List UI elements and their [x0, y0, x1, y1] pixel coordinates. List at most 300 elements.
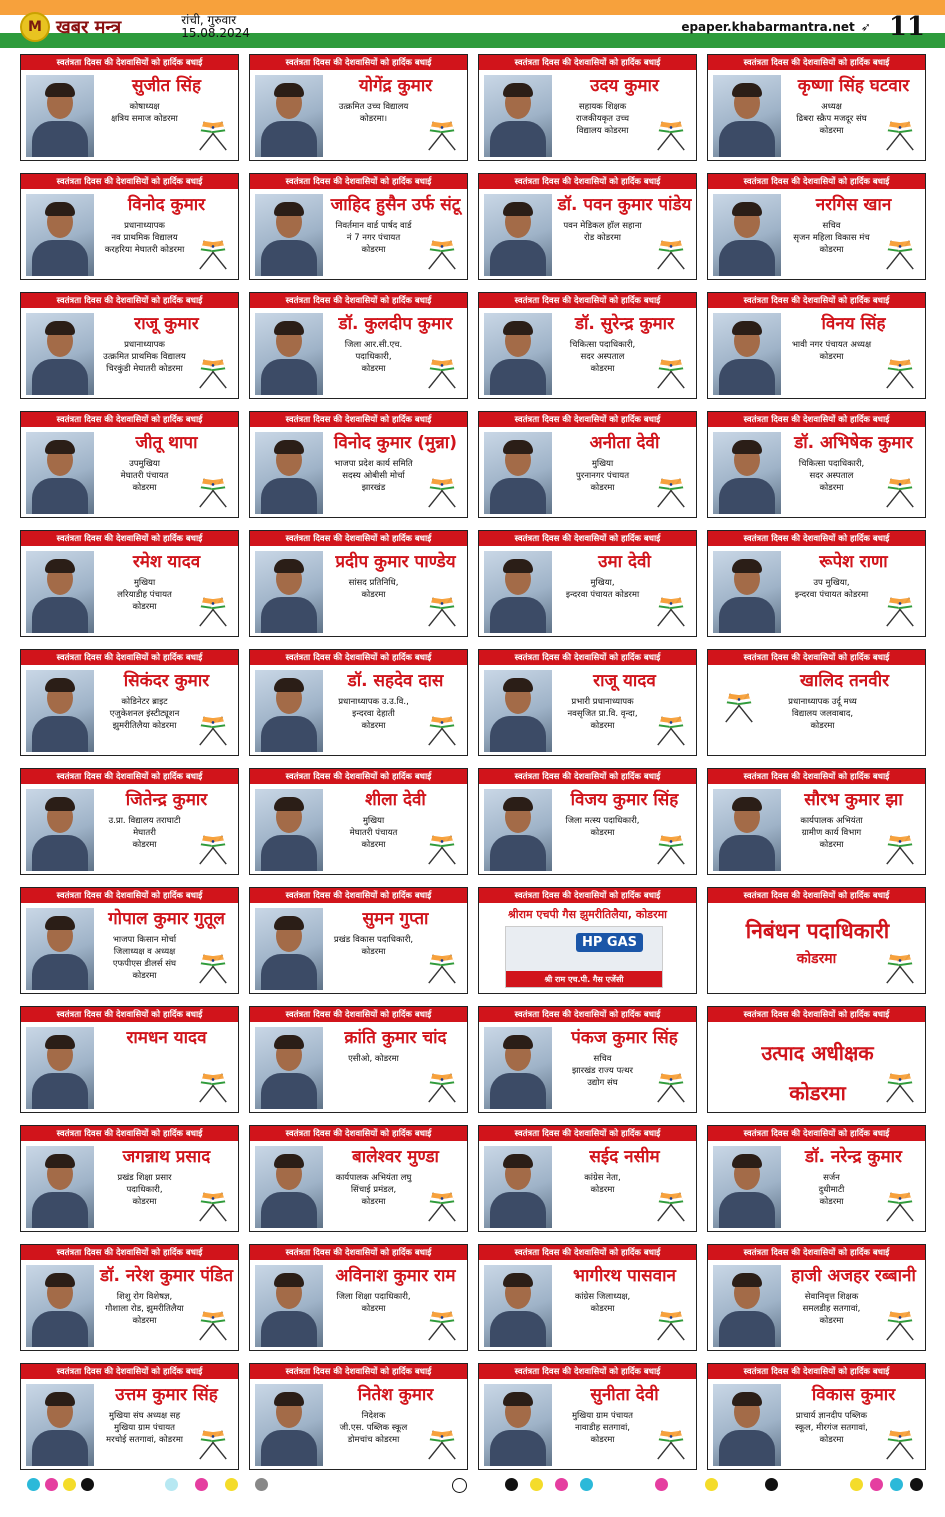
crossed-flags-icon [881, 1427, 919, 1461]
greeting-banner: स्वतंत्रता दिवस की देशवासियों को हार्दिक बधाई [250, 174, 467, 189]
person-designation: मुखिया ग्राम पंचायत नावाडीह सतगावां, कोडरमा [571, 1411, 634, 1445]
person-name: हाजी अजहर रब्बानी [791, 1266, 916, 1286]
person-designation: एसीओ, कोडरमा [348, 1054, 399, 1064]
greeting-card [478, 1363, 697, 1470]
registration-dot-magenta-5 [870, 1478, 883, 1491]
greeting-card [478, 530, 697, 637]
greeting-banner: स्वतंत्रता दिवस की देशवासियों को हार्दिक बधाई [708, 1245, 925, 1260]
person-name: अविनाश कुमार राम [335, 1266, 456, 1286]
crossed-flags-icon [881, 1189, 919, 1223]
crossed-flags-icon [652, 1189, 690, 1223]
crossed-flags-icon [194, 1308, 232, 1342]
person-designation: भाजपा प्रदेश कार्य समिति सदस्य ओबीसी मोर्चा झारखंड [334, 459, 413, 493]
person-name: अनीता देवी [589, 433, 660, 453]
portrait-photo [26, 75, 94, 157]
greeting-card [20, 649, 239, 756]
person-designation: जिला शिक्षा पदाधिकारी, कोडरमा [336, 1292, 411, 1314]
greeting-banner: स्वतंत्रता दिवस की देशवासियों को हार्दिक बधाई [250, 1126, 467, 1141]
portrait-photo [255, 194, 323, 276]
registration-dot-black-3 [765, 1478, 778, 1491]
greeting-banner: स्वतंत्रता दिवस की देशवासियों को हार्दिक बधाई [21, 1364, 238, 1379]
person-name: खालिद तनवीर [799, 671, 890, 691]
portrait-photo [713, 1265, 781, 1347]
greeting-card [249, 768, 468, 875]
greeting-card [478, 1244, 697, 1351]
person-designation: प्रधानाध्यापक उर्दू मध्य विद्यालय जलवाबाद, कोडरमा [788, 697, 857, 731]
person-name: नरगिस खान [815, 195, 892, 215]
person-name: जगन्नाथ प्रसाद [122, 1147, 211, 1167]
person-designation: प्रखंड विकास पदाधिकारी, कोडरमा [333, 935, 414, 957]
crossed-flags-icon [652, 118, 690, 152]
crossed-flags-icon [423, 594, 461, 628]
crossed-flags-icon [881, 832, 919, 866]
portrait-photo [484, 1265, 552, 1347]
crossed-flags-icon [652, 594, 690, 628]
greeting-banner: स्वतंत्रता दिवस की देशवासियों को हार्दिक बधाई [21, 1126, 238, 1141]
registration-dot-black-2 [505, 1478, 518, 1491]
portrait-photo [713, 194, 781, 276]
person-designation: भाजपा किसान मोर्चा जिलाध्यक्ष व अध्यक्ष एफपीएस डीलर्स संघ कोडरमा [112, 935, 177, 981]
registration-dot-yellow-2 [225, 1478, 238, 1491]
greeting-card [249, 1125, 468, 1232]
person-designation: कार्यपालक अभियंता ग्रामीण कार्य विभाग कोडरमा [800, 816, 863, 850]
person-designation: सेवानिवृत्त शिक्षक समलडीह सतगावां, कोडरमा [802, 1292, 861, 1326]
person-name: पंकज कुमार सिंह [571, 1028, 678, 1048]
person-designation: चिकित्सा पदाधिकारी, सदर अस्पताल कोडरमा [569, 340, 636, 374]
greeting-card [20, 173, 239, 280]
crossed-flags-icon [652, 356, 690, 390]
crossed-flags-icon [194, 475, 232, 509]
greeting-card [707, 887, 926, 994]
portrait-photo [255, 75, 323, 157]
crossed-flags-icon [881, 594, 919, 628]
greeting-card [707, 411, 926, 518]
person-name: विकास कुमार [811, 1385, 896, 1405]
greeting-banner: स्वतंत्रता दिवस की देशवासियों को हार्दिक बधाई [479, 650, 696, 665]
greeting-banner: स्वतंत्रता दिवस की देशवासियों को हार्दिक बधाई [250, 650, 467, 665]
portrait-photo [713, 432, 781, 514]
crossed-flags-icon [423, 1189, 461, 1223]
greeting-card [707, 768, 926, 875]
greeting-banner: स्वतंत्रता दिवस की देशवासियों को हार्दिक बधाई [479, 412, 696, 427]
greeting-card [20, 54, 239, 161]
issue-date: 15.08.2024 [181, 26, 250, 40]
greeting-banner: स्वतंत्रता दिवस की देशवासियों को हार्दिक बधाई [479, 1245, 696, 1260]
registration-dot-magenta-4 [655, 1478, 668, 1491]
greeting-banner: स्वतंत्रता दिवस की देशवासियों को हार्दिक बधाई [21, 293, 238, 308]
greeting-card [478, 1125, 697, 1232]
registration-dot-magenta-2 [195, 1478, 208, 1491]
greeting-card [478, 411, 697, 518]
cursor-icon: ➶ [860, 20, 871, 34]
crossed-flags-icon [423, 237, 461, 271]
greeting-card [478, 1006, 697, 1113]
person-name: रामधन यादव [126, 1028, 207, 1048]
person-name: उत्पाद अधीक्षक कोडरमा [761, 1041, 874, 1105]
person-name: क्रांति कुमार चांद [344, 1028, 447, 1048]
greeting-banner: स्वतंत्रता दिवस की देशवासियों को हार्दिक बधाई [708, 650, 925, 665]
greeting-banner: स्वतंत्रता दिवस की देशवासियों को हार्दिक बधाई [250, 412, 467, 427]
crossed-flags-icon [194, 356, 232, 390]
greeting-banner: स्वतंत्रता दिवस की देशवासियों को हार्दिक बधाई [250, 769, 467, 784]
greeting-card [20, 1363, 239, 1470]
greeting-card [249, 1244, 468, 1351]
crossed-flags-icon [423, 713, 461, 747]
person-name: शीला देवी [365, 790, 426, 810]
crossed-flags-icon [423, 475, 461, 509]
greeting-banner: स्वतंत्रता दिवस की देशवासियों को हार्दिक बधाई [21, 1245, 238, 1260]
person-name: सौरभ कुमार झा [804, 790, 903, 810]
greeting-card [707, 530, 926, 637]
person-designation: निदेशक जी.एस. पब्लिक स्कूल डोमचांच कोडरमा [339, 1411, 408, 1445]
crossed-flags-icon [652, 1070, 690, 1104]
portrait-photo [255, 1265, 323, 1347]
person-designation: मुखिया लरियाडीह पंचायत कोडरमा [117, 578, 172, 612]
greeting-banner: स्वतंत्रता दिवस की देशवासियों को हार्दिक बधाई [21, 531, 238, 546]
greeting-banner: स्वतंत्रता दिवस की देशवासियों को हार्दिक बधाई [21, 55, 238, 70]
person-name: सिकंदर कुमार [123, 671, 210, 691]
portrait-photo [713, 1384, 781, 1466]
portrait-photo [713, 313, 781, 395]
crossed-flags-icon [423, 1308, 461, 1342]
registration-dot-magenta [45, 1478, 58, 1491]
greeting-card [20, 768, 239, 875]
person-designation: सहायक शिक्षक राजकीयकृत उच्च विद्यालय कोडरमा [576, 102, 629, 136]
registration-dot-black-4 [910, 1478, 923, 1491]
greeting-banner: स्वतंत्रता दिवस की देशवासियों को हार्दिक बधाई [479, 1126, 696, 1141]
portrait-photo [26, 670, 94, 752]
person-name: नितेश कुमार [357, 1385, 434, 1405]
person-designation: प्राचार्य ज्ञानदीप पब्लिक स्कूल, मीरगंज सतगावां, कोडरमा [795, 1411, 868, 1445]
portrait-photo [713, 1146, 781, 1228]
person-name: विनोद कुमार (मुन्ना) [334, 433, 457, 453]
portrait-photo [484, 670, 552, 752]
greeting-banner: स्वतंत्रता दिवस की देशवासियों को हार्दिक बधाई [21, 1007, 238, 1022]
greeting-card [249, 292, 468, 399]
person-designation: जिला आर.सी.एच. पदाधिकारी, कोडरमा [344, 340, 403, 374]
greeting-banner: स्वतंत्रता दिवस की देशवासियों को हार्दिक बधाई [479, 55, 696, 70]
crossed-flags-icon [194, 118, 232, 152]
portrait-photo [26, 432, 94, 514]
brand-name: खबर मन्त्र [56, 17, 122, 38]
person-name: गोपाल कुमार गुतूल [108, 909, 225, 929]
person-designation: उप मुखिया, इन्दरवा पंचायत कोडरमा [794, 578, 869, 600]
portrait-photo [26, 313, 94, 395]
crossed-flags-icon [423, 356, 461, 390]
person-name: प्रदीप कुमार पाण्डेय [335, 552, 456, 572]
person-name: डॉ. पवन कुमार पांडेय [557, 195, 692, 215]
crossed-flags-icon [720, 690, 758, 724]
person-name: श्रीराम एचपी गैस झुमरीतिलैया, कोडरमा [507, 908, 667, 921]
crossed-flags-icon [194, 951, 232, 985]
person-designation: कोडिनेटर ब्राइट एजुकेशनल इंस्टीट्यूशन झुमरीतिलैया कोडरमा [109, 697, 180, 731]
person-designation: भावी नगर पंचायत अध्यक्ष कोडरमा [791, 340, 872, 362]
greeting-card [707, 649, 926, 756]
crossed-flags-icon [423, 118, 461, 152]
greeting-banner: स्वतंत्रता दिवस की देशवासियों को हार्दिक बधाई [479, 769, 696, 784]
greeting-card [249, 1006, 468, 1113]
gas-agency-photo [505, 926, 663, 988]
portrait-photo [484, 789, 552, 871]
greeting-banner: स्वतंत्रता दिवस की देशवासियों को हार्दिक बधाई [479, 293, 696, 308]
crossed-flags-icon [652, 713, 690, 747]
crossed-flags-icon [423, 951, 461, 985]
greeting-card [707, 54, 926, 161]
greeting-card [707, 292, 926, 399]
greeting-card [249, 54, 468, 161]
person-name: योगेंद्र कुमार [358, 76, 433, 96]
crossed-flags-icon [881, 118, 919, 152]
person-designation: सांसद प्रतिनिधि, कोडरमा [348, 578, 399, 600]
greeting-banner: स्वतंत्रता दिवस की देशवासियों को हार्दिक बधाई [21, 650, 238, 665]
greeting-banner: स्वतंत्रता दिवस की देशवासियों को हार्दिक बधाई [479, 888, 696, 903]
person-name: सुनीता देवी [590, 1385, 659, 1405]
person-name: विनय सिंह [821, 314, 886, 334]
print-registration-bar [0, 1470, 945, 1500]
crossed-flags-icon [881, 1070, 919, 1104]
greeting-card [20, 1244, 239, 1351]
greeting-banner: स्वतंत्रता दिवस की देशवासियों को हार्दिक बधाई [708, 412, 925, 427]
greeting-card [478, 649, 697, 756]
portrait-photo [484, 1027, 552, 1109]
person-designation: प्रधानाध्यापक नव प्राथमिक विद्यालय करहरिया मेघातरी कोडरमा [104, 221, 185, 255]
person-name: कृष्णा सिंह घटवार [797, 76, 910, 96]
person-name: उमा देवी [598, 552, 651, 572]
greeting-card [20, 1125, 239, 1232]
registration-dot-magenta-3 [555, 1478, 568, 1491]
person-designation: सचिव झारखंड राज्य पत्थर उद्योग संघ [571, 1054, 633, 1088]
person-name: विजय कुमार सिंह [570, 790, 679, 810]
portrait-photo [484, 1146, 552, 1228]
portrait-photo [255, 789, 323, 871]
city-day: रांची, गुरुवार [181, 13, 237, 27]
dateline [181, 14, 250, 40]
registration-dot-yellow [63, 1478, 76, 1491]
portrait-photo [26, 789, 94, 871]
person-designation: कार्यपालक अभियंता लघु सिंचाई प्रमंडल, कोडरमा [335, 1173, 412, 1207]
portrait-photo [255, 1146, 323, 1228]
person-designation: चिकित्सा पदाधिकारी, सदर अस्पताल कोडरमा [798, 459, 865, 493]
greeting-banner: स्वतंत्रता दिवस की देशवासियों को हार्दिक बधाई [708, 888, 925, 903]
greeting-card [707, 1006, 926, 1113]
crossed-flags-icon [194, 1070, 232, 1104]
greeting-card [249, 1363, 468, 1470]
person-name: उदय कुमार [590, 76, 659, 96]
person-designation: प्रधानाध्यापक उत्क्रमित प्राथमिक विद्यालय चिरकुंडी मेघातरी कोडरमा [103, 340, 186, 374]
portrait-photo [26, 1384, 94, 1466]
site-link[interactable] [681, 20, 870, 34]
greeting-card [707, 1363, 926, 1470]
greeting-card [249, 173, 468, 280]
masthead [0, 0, 945, 52]
crossed-flags-icon [423, 1070, 461, 1104]
person-name: विनोद कुमार [127, 195, 206, 215]
person-designation: मुखिया, इन्दरवा पंचायत कोडरमा [565, 578, 640, 600]
person-designation: मुखिया पुरनानगर पंचायत कोडरमा [575, 459, 630, 493]
person-name: राजू यादव [593, 671, 656, 691]
portrait-photo [484, 432, 552, 514]
greeting-banner: स्वतंत्रता दिवस की देशवासियों को हार्दिक बधाई [479, 174, 696, 189]
portrait-photo [484, 194, 552, 276]
person-name: जितेन्द्र कुमार [125, 790, 208, 810]
greeting-banner: स्वतंत्रता दिवस की देशवासियों को हार्दिक बधाई [479, 1364, 696, 1379]
crossed-flags-icon [194, 237, 232, 271]
greeting-banner: स्वतंत्रता दिवस की देशवासियों को हार्दिक बधाई [479, 531, 696, 546]
registration-dot-cyan-3 [890, 1478, 903, 1491]
person-name: भागीरथ पासवान [573, 1266, 676, 1286]
greeting-banner: स्वतंत्रता दिवस की देशवासियों को हार्दिक बधाई [250, 293, 467, 308]
greeting-banner: स्वतंत्रता दिवस की देशवासियों को हार्दिक बधाई [708, 55, 925, 70]
portrait-photo [26, 908, 94, 990]
portrait-photo [484, 313, 552, 395]
greeting-card [249, 411, 468, 518]
crossed-flags-icon [652, 1308, 690, 1342]
greeting-card [249, 530, 468, 637]
greeting-card [20, 887, 239, 994]
greeting-card [707, 173, 926, 280]
crossed-flags-icon [881, 356, 919, 390]
portrait-photo [26, 1265, 94, 1347]
person-name: सुमन गुप्ता [362, 909, 429, 929]
person-name: निबंधन पदाधिकारी [745, 919, 890, 943]
greeting-card [20, 411, 239, 518]
site-url[interactable]: epaper.khabarmantra.net [681, 20, 855, 34]
crossed-flags-icon [652, 237, 690, 271]
crossed-flags-icon [881, 951, 919, 985]
greeting-card [478, 292, 697, 399]
person-name: रमेश यादव [132, 552, 201, 572]
greeting-card [478, 54, 697, 161]
portrait-photo [255, 1384, 323, 1466]
crossed-flags-icon [194, 1189, 232, 1223]
greeting-banner: स्वतंत्रता दिवस की देशवासियों को हार्दिक बधाई [21, 174, 238, 189]
person-designation: अध्यक्ष ढिबरा स्क्रैप मजदूर संघ कोडरमा [796, 102, 867, 136]
greeting-banner: स्वतंत्रता दिवस की देशवासियों को हार्दिक बधाई [708, 1007, 925, 1022]
person-name: उत्तम कुमार सिंह [115, 1385, 218, 1405]
registration-dot-yellow-4 [705, 1478, 718, 1491]
crossed-flags-icon [194, 713, 232, 747]
greeting-banner: स्वतंत्रता दिवस की देशवासियों को हार्दिक बधाई [21, 888, 238, 903]
registration-dot-cyan [27, 1478, 40, 1491]
portrait-photo [255, 551, 323, 633]
greeting-card [249, 887, 468, 994]
crossed-flags-icon [652, 1427, 690, 1461]
greeting-banner: स्वतंत्रता दिवस की देशवासियों को हार्दिक बधाई [21, 412, 238, 427]
portrait-photo [255, 432, 323, 514]
gas-agency-strip: श्री राम एच.पी. गैस एजेंसी [506, 971, 662, 987]
person-name: राजू कुमार [134, 314, 199, 334]
person-name: सुजीत सिंह [131, 76, 202, 96]
greeting-banner: स्वतंत्रता दिवस की देशवासियों को हार्दिक बधाई [250, 1007, 467, 1022]
greeting-card [707, 1125, 926, 1232]
registration-dot-cyan-2 [580, 1478, 593, 1491]
greeting-banner: स्वतंत्रता दिवस की देशवासियों को हार्दिक बधाई [250, 1245, 467, 1260]
portrait-photo [713, 789, 781, 871]
brand-logo-icon: M [20, 12, 50, 42]
greeting-card [249, 649, 468, 756]
portrait-photo [713, 551, 781, 633]
portrait-photo [484, 551, 552, 633]
person-designation: जिला मत्स्य पदाधिकारी, कोडरमा [565, 816, 640, 838]
registration-dot-yellow-5 [850, 1478, 863, 1491]
person-name: डॉ. सुरेन्द्र कुमार [574, 314, 675, 334]
person-name: रूपेश राणा [819, 552, 888, 572]
person-name: जीतू थापा [135, 433, 198, 453]
greeting-banner: स्वतंत्रता दिवस की देशवासियों को हार्दिक बधाई [708, 1126, 925, 1141]
portrait-photo [484, 1384, 552, 1466]
greeting-banner: स्वतंत्रता दिवस की देशवासियों को हार्दिक बधाई [250, 888, 467, 903]
person-designation: कोडरमा [796, 951, 837, 967]
greetings-grid [20, 54, 924, 1462]
portrait-photo [26, 1027, 94, 1109]
crossed-flags-icon [652, 832, 690, 866]
crossed-flags-icon [881, 1308, 919, 1342]
portrait-photo [484, 75, 552, 157]
person-name: सईद नसीम [589, 1147, 660, 1167]
greeting-banner: स्वतंत्रता दिवस की देशवासियों को हार्दिक बधाई [708, 1364, 925, 1379]
portrait-photo [713, 75, 781, 157]
person-designation: पवन मेडिकल हॉल सहाना रोड कोडरमा [563, 221, 642, 243]
person-designation: उत्क्रमित उच्च विद्यालय कोडरमा। [338, 102, 409, 124]
person-designation: प्रखंड शिक्षा प्रसार पदाधिकारी, कोडरमा [117, 1173, 172, 1207]
person-designation: उपमुखिया मेघातरी पंचायत कोडरमा [120, 459, 169, 493]
greeting-banner: स्वतंत्रता दिवस की देशवासियों को हार्दिक बधाई [708, 293, 925, 308]
portrait-photo [255, 1027, 323, 1109]
person-designation: मुखिया मेघातरी पंचायत कोडरमा [349, 816, 398, 850]
person-designation: सर्जन दुधीमाटी कोडरमा [818, 1173, 845, 1207]
person-designation: कांग्रेस जिलाध्यक्ष, कोडरमा [574, 1292, 631, 1314]
registration-dot-light-cyan [165, 1478, 178, 1491]
greeting-card [20, 292, 239, 399]
page-number: 11 [888, 12, 925, 42]
crossed-flags-icon [423, 1427, 461, 1461]
crossed-flags-icon [423, 832, 461, 866]
person-name: डॉ. सहदेव दास [347, 671, 444, 691]
greeting-card [20, 1006, 239, 1113]
crossed-flags-icon [881, 237, 919, 271]
person-name: डॉ. नरेन्द्र कुमार [804, 1147, 903, 1167]
person-designation: सचिव सृजन महिला विकास मंच कोडरमा [793, 221, 870, 255]
person-name: बालेश्वर मुण्डा [352, 1147, 439, 1167]
person-designation: कांग्रेस नेता, कोडरमा [584, 1173, 621, 1195]
person-name: डॉ. कुलदीप कुमार [338, 314, 453, 334]
person-designation: मुखिया संघ अध्यक्ष सह मुखिया ग्राम पंचायत मरचोई सतगावां, कोडरमा [106, 1411, 183, 1445]
person-name: डॉ. अभिषेक कुमार [794, 433, 913, 453]
person-name: डॉ. नरेश कुमार पंडित [99, 1266, 234, 1286]
portrait-photo [26, 551, 94, 633]
person-designation: निवर्तमान वार्ड पार्षद वार्ड नं 7 नगर पंचायत कोडरमा [335, 221, 412, 255]
greeting-banner: स्वतंत्रता दिवस की देशवासियों को हार्दिक बधाई [479, 1007, 696, 1022]
greeting-card [20, 530, 239, 637]
portrait-photo [255, 670, 323, 752]
person-designation: कोषाध्यक्ष क्षत्रिय समाज कोडरमा [111, 102, 178, 124]
greeting-banner: स्वतंत्रता दिवस की देशवासियों को हार्दिक बधाई [708, 174, 925, 189]
crossed-flags-icon [194, 832, 232, 866]
crossed-flags-icon [881, 475, 919, 509]
greeting-banner: स्वतंत्रता दिवस की देशवासियों को हार्दिक बधाई [708, 531, 925, 546]
person-name: जाहिद हुसैन उर्फ संटू [330, 195, 461, 215]
greeting-banner: स्वतंत्रता दिवस की देशवासियों को हार्दिक बधाई [250, 55, 467, 70]
person-designation: उ.प्रा. विद्यालय तराघाटी मेघातरी कोडरमा [108, 816, 181, 850]
greeting-card [478, 887, 697, 994]
hp-gas-sign: HP GAS [576, 933, 643, 952]
person-designation: प्रधानाध्यापक उ.उ.वि., इन्दरवा देहाती कोडरमा [338, 697, 409, 731]
crossed-flags-icon [194, 1427, 232, 1461]
registration-dot-yellow-3 [530, 1478, 543, 1491]
greeting-banner: स्वतंत्रता दिवस की देशवासियों को हार्दिक बधाई [250, 1364, 467, 1379]
greeting-card [478, 768, 697, 875]
greeting-banner: स्वतंत्रता दिवस की देशवासियों को हार्दिक बधाई [708, 769, 925, 784]
